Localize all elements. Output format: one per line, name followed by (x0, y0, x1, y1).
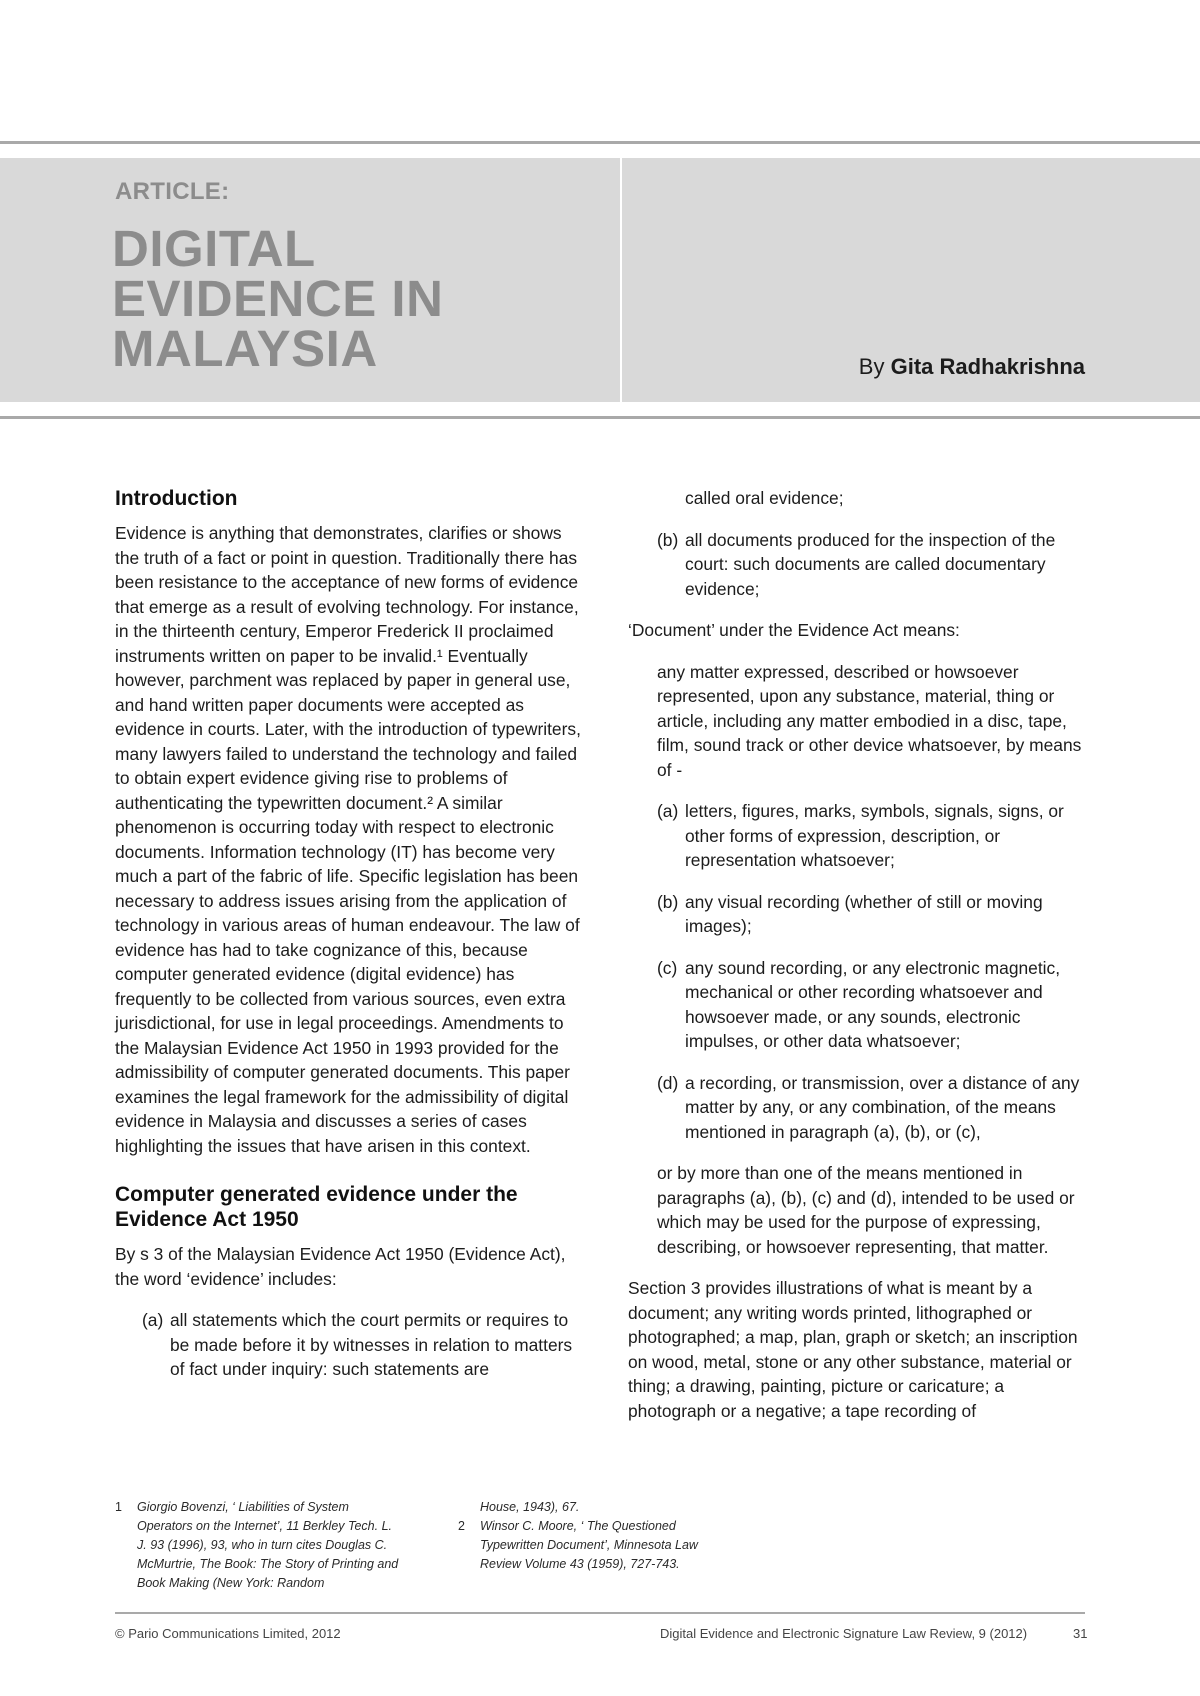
footnote-2 (458, 1517, 733, 1574)
footer-copyright: © Pario Communications Limited, 2012 (115, 1626, 341, 1641)
document-item-a (628, 799, 1088, 873)
document-intro: ‘Document’ under the Evidence Act means: (628, 620, 960, 640)
item-marker: (a) (657, 801, 679, 821)
item-marker: (d) (657, 1072, 679, 1093)
footnote-number: 1 (115, 1500, 122, 1514)
item-text: letters, figures, marks, symbols, signals, signs, or other forms of expression, description, or representation whatsoever; (685, 801, 1064, 870)
item-text: any sound recording, or any electronic magnetic, mechanical or other recording whatsoever and howsoever made, or any sounds, electronic impulses, or other data whatsoever; (685, 957, 1061, 1051)
left-column (115, 486, 585, 1399)
item-marker: (b) (657, 891, 679, 912)
item-text: any visual recording (whether of still or moving images); (685, 891, 1043, 936)
title-line: EVIDENCE IN (112, 270, 444, 327)
footnote-1-continuation (458, 1498, 733, 1517)
evidence-item-a (115, 1308, 585, 1382)
title-line: DIGITAL (112, 220, 316, 277)
footnote-text: Winsor C. Moore, ‘ The Questioned Typewritten Document’, Minnesota Law Review Volume 43 (1959), 727-743. (480, 1519, 698, 1571)
footer-rule (115, 1612, 1085, 1614)
item-text: a recording, or transmission, over a distance of any matter by any, or any combination, of the means mentioned in paragraph (a), (b), or (c), (685, 1072, 1080, 1142)
document-item-d (628, 1071, 1088, 1145)
footnote-text: House, 1943), 67. (480, 1500, 580, 1514)
section-3-paragraph: Section 3 provides illustrations of what is meant by a document; any writing words printed, lithographed or photographed; a map, plan, graph or sketch; an inscription on wood, metal, stone or any other substance, material or thing; a drawing, painting, picture or caricature; a photograph or a negative; a tape recording of (628, 1278, 1078, 1421)
footnotes-left (115, 1498, 405, 1593)
article-title (112, 220, 444, 377)
footer-journal: Digital Evidence and Electronic Signature Law Review, 9 (2012) (660, 1626, 1028, 1641)
item-text: all documents produced for the inspection of the court: such documents are called documentary evidence; (685, 529, 1056, 599)
title-line: MALAYSIA (112, 320, 378, 377)
item-marker: (b) (657, 529, 679, 550)
footnote-number: 2 (458, 1519, 465, 1533)
evidence-item-b (628, 528, 1088, 602)
right-column (628, 486, 1088, 1423)
byline (859, 354, 1085, 380)
footnotes-right (458, 1498, 733, 1574)
header-top-rule (0, 141, 1200, 144)
document-item-b (628, 890, 1088, 939)
page-number: 31 (1073, 1626, 1088, 1641)
item-text: all statements which the court permits or requires to be made before it by witnesses in relation to matters of fact under inquiry: such statements are (170, 1310, 573, 1379)
document-definition-tail: or by more than one of the means mentioned in paragraphs (a), (b), (c) and (d), intended to be used or which may be used for the purpose of expressing, describing, or howsoever representing, that matter. (657, 1163, 1075, 1257)
section-heading-introduction: Introduction (115, 487, 238, 510)
item-marker: (a) (142, 1310, 164, 1330)
document-definition: any matter expressed, described or howsoever represented, upon any substance, material, thing or article, including any matter embodied in a disc, tape, film, sound track or other device whatsoever, by means of - (657, 661, 1082, 780)
document-definition-block (628, 660, 1088, 783)
document-item-c (628, 956, 1088, 1054)
item-a-continuation: called oral evidence; (685, 488, 844, 508)
intro-paragraph: Evidence is anything that demonstrates, clarifies or shows the truth of a fact or point in question. Traditionally there has been resistance to the acceptance of new forms of evidence that emerge as a result of evolving technology. For instance, in the thirteenth century, Emperor Frederick II proclaimed instruments written on paper to be invalid.¹ Eventually however, parchment was replaced by paper in general use, and hand written paper documents were accepted as evidence in courts. Later, with the introduction of typewriters, many lawyers failed to understand the technology and failed to obtain expert evidence giving rise to problems of authenticating the typewritten document.² A similar phenomenon is occurring today with respect to electronic documents. Information technology (IT) has become very much a part of the fabric of life. Specific legislation has been necessary to address issues arising from the application of technology in various areas of human endeavour. The law of evidence has had to take cognizance of this, because computer generated evidence (digital evidence) has frequently to be collected from various sources, even extra jurisdictional, for use in legal proceedings. Amendments to the Malaysian Evidence Act 1950 in 1993 provided for the admissibility of computer generated documents. This paper examines the legal framework for the admissibility of digital evidence in Malaysia and discusses a series of cases highlighting the issues that have arisen in this context. (115, 523, 581, 1156)
definition-paragraph: By s 3 of the Malaysian Evidence Act 1950 (Evidence Act), the word ‘evidence’ includes: (115, 1244, 566, 1289)
byline-by: By (858, 354, 885, 379)
document-tail-block (628, 1161, 1088, 1259)
footnote-text: Giorgio Bovenzi, ‘ Liabilities of System Operators on the Internet’, 11 Berkley Tech. L. J. 93 (1996), 93, who in turn cites Douglas C. McMurtrie, The Book: The Story of Printing and Book Making (New York: Random (137, 1500, 399, 1590)
section-heading-computer-evidence: Computer generated evidence under the Evidence Act 1950 (115, 1183, 518, 1231)
header-bottom-rule (0, 416, 1200, 419)
article-label: ARTICLE: (115, 178, 230, 205)
item-marker: (c) (657, 957, 678, 978)
author-name: Gita Radhakrishna (890, 354, 1085, 379)
footnote-1 (115, 1498, 405, 1593)
